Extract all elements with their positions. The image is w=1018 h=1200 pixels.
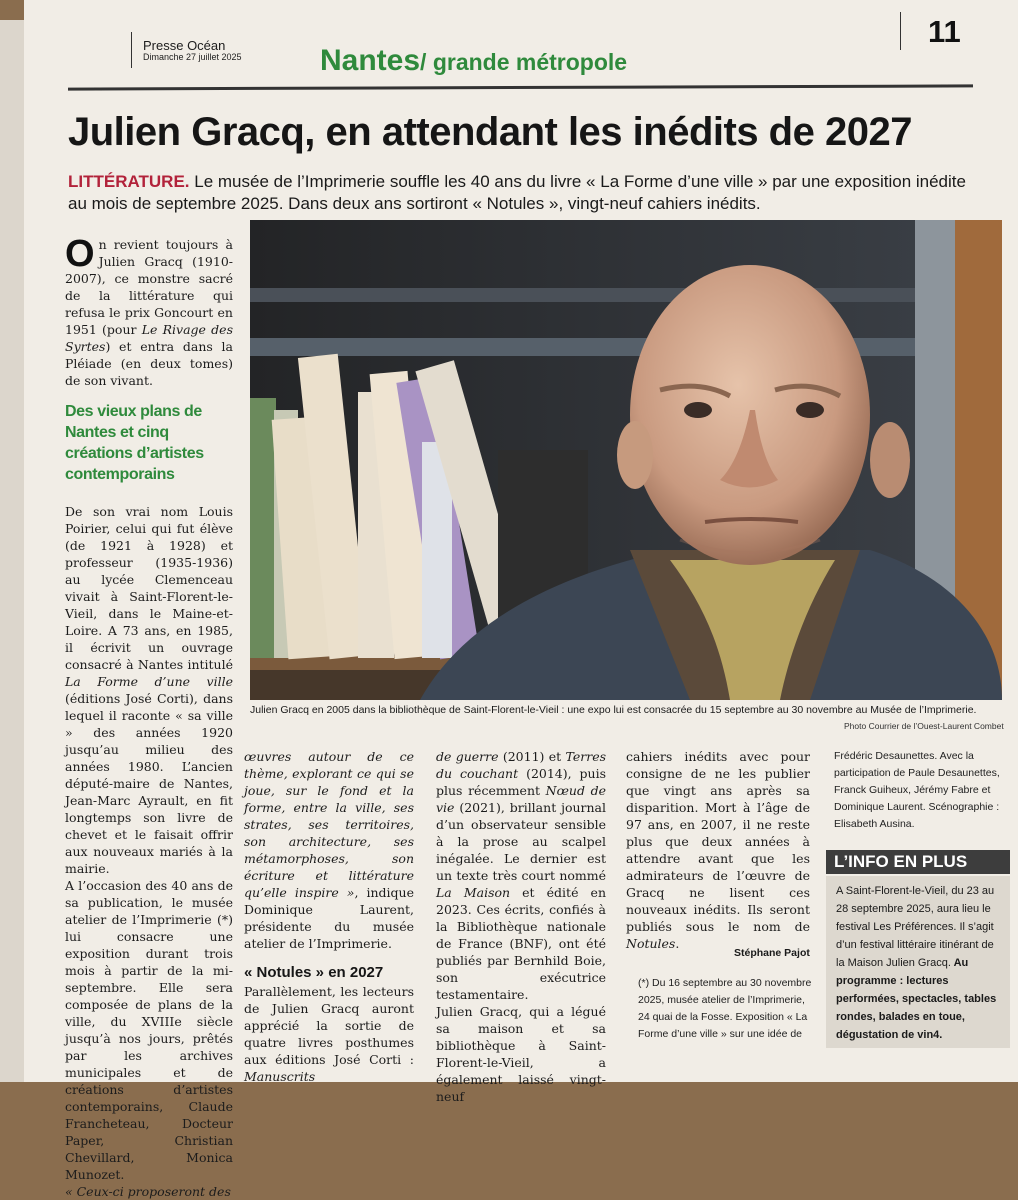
- body-paragraph: [626, 748, 810, 952]
- body-paragraph: [244, 748, 414, 952]
- body-text: (2021), brillant journal d’un observateur sensible à la prose au scalpel inégalée. Le dernier est un texte très court nommé: [436, 800, 606, 883]
- author-signature: Stéphane Pajot: [734, 947, 810, 959]
- body-text: (2014), puis plus récemment: [436, 766, 606, 798]
- article-column-1: [65, 233, 233, 1200]
- info-text-program: Au programme : lectures performées, spectacles, tables rondes, balades en toue, dégustation de vin4.: [836, 957, 997, 1041]
- body-text: De son vrai nom Louis Poirier, celui qui fut élève (de 1921 à 1928) et professeur (1935-1936) au lycée Clemenceau vivait à Saint-Florent-le-Vieil, dans le Maine-et-Loire. A 73 ans, en 1985, il écrivit un ouvrage consacré à Nantes intitulé: [65, 504, 233, 672]
- rubric-kicker: LITTÉRATURE.: [68, 172, 190, 191]
- issue-date: Dimanche 27 juillet 2025: [143, 52, 242, 62]
- body-paragraph: [244, 983, 414, 1085]
- body-text: et édité en 2023. Ces écrits, confiés à la Bibliothèque nationale de France (BNF), ont été publiés par Bernhild Boie, son exécutrice testamentaire.: [436, 885, 607, 1002]
- body-text: , indique Dominique Laurent, présidente du musée atelier de l’Imprimerie.: [244, 885, 414, 951]
- quote-text: œuvres autour de ce thème, explorant ce qui se joue, sur le fond et la forme, entre la ville, ses strates, ses territoires, son architecture, ses métamorphoses, son écriture et littérature qu’elle inspire »: [244, 749, 414, 900]
- previous-page-edge: [0, 20, 27, 1082]
- body-paragraph: [436, 748, 606, 1003]
- body-paragraph: [65, 503, 233, 877]
- book-title: Terres du couchant: [436, 749, 607, 781]
- book-title: La Maison: [436, 885, 511, 900]
- drop-cap: O: [65, 233, 95, 275]
- page-number: 11: [928, 14, 961, 49]
- body-text: Parallèlement, les lecteurs de Julien Gracq auront apprécié la sortie de quatre livres posthumes aux éditions José Corti :: [244, 984, 414, 1067]
- lead-text-end: ) et entra dans la Pléiade (en deux tomes) de son vivant.: [65, 339, 233, 388]
- article-column-4: [626, 748, 810, 952]
- article-standfirst: [68, 171, 968, 215]
- body-text: cahiers inédits avec pour consigne de ne les publier que vingt ans après sa disparition. Mort à l’âge de 97 ans, en 2007, il ne reste plus que deux années à attendre avant que les admirateurs de l’œuvre de Gracq ne lisent ces nouveaux inédits. Ils seront publiés sous le nom de: [626, 749, 810, 934]
- book-title: La Forme d’une ville: [65, 674, 233, 689]
- article-photo: [250, 220, 1002, 700]
- body-paragraph: A l’occasion des 40 ans de sa publication, le musée atelier de l’Imprimerie (*) lui consacre une exposition durant trois mois à partir de la mi-septembre. Elle sera composée de plans de la ville, du XVIIIe siècle jusqu’à nos jours, prêtés par les archives municipales et de créations d’artistes contemporains, Claude Francheteau, Docteur Paper, Christian Chevillard, Monica Munozet.: [65, 878, 233, 1182]
- article-column-2: [244, 748, 414, 1085]
- quote-text: « Ceux-ci proposeront des: [65, 1184, 231, 1199]
- intertitle-1: Des vieux plans de Nantes et cinq créations d’artistes contemporains: [65, 403, 204, 483]
- article-column-3: [436, 748, 606, 1105]
- info-box-title: L’INFO EN PLUS: [826, 850, 1010, 874]
- body-text: .: [675, 936, 680, 951]
- info-text: [836, 882, 1004, 1044]
- standfirst-text: Le musée de l’Imprimerie souffle les 40 ans du livre « La Forme d’une ville » par une exposition inédite au mois de septembre 2025. Dans deux ans sortiront « Notules », vingt-neuf cahiers inédits.: [68, 172, 966, 213]
- photo-credit: Photo Courrier de l’Ouest-Laurent Combet: [844, 721, 1004, 731]
- section-sub: / grande métropole: [420, 49, 628, 75]
- book-title: Manuscrits: [244, 1069, 316, 1084]
- lead-paragraph: [65, 233, 233, 389]
- body-text: (éditions José Corti), dans lequel il raconte « sa ville » des années 1920 jusqu’au milieu des années 1980. L’ancien député-maire de Nantes, Jean-Marc Ayrault, en fit longtemps son livre de chevet et le faisait offrir aux nouveaux mariés à la mairie.: [65, 691, 233, 876]
- book-title: de guerre: [436, 749, 499, 764]
- footnote: (*) Du 16 septembre au 30 novembre 2025, musée atelier de l’Imprimerie, 24 quai de la Fosse. Exposition « La Forme d’une ville » sur une idée de: [638, 977, 812, 1040]
- masthead-divider: [131, 32, 132, 68]
- photo-illustration: [250, 220, 1002, 700]
- info-box: [826, 876, 1010, 1048]
- newspaper-name: Presse Océan: [143, 38, 226, 53]
- body-paragraph: [65, 1183, 233, 1200]
- book-title: Notules: [626, 936, 676, 951]
- section-title: [320, 44, 627, 78]
- lead-text: n revient toujours à Julien Gracq (1910-2007), ce monstre sacré de la littérature qui refusa le prix Goncourt en 1951 (pour: [65, 237, 233, 337]
- body-text: (2011) et: [498, 749, 566, 764]
- exhibition-credits: Frédéric Desaunettes. Avec la participation de Paule Desaunettes, Franck Guiheux, Jérémy Fabre et Dominique Laurent. Scénographie : Elisabeth Ausina.: [834, 750, 1000, 830]
- page-number-divider: [900, 12, 901, 50]
- book-title: Nœud de vie: [436, 783, 606, 815]
- info-text-intro: A Saint-Florent-le-Vieil, du 23 au 28 septembre 2025, aura lieu le festival Les Préférences. Il s’agit d’un festival littéraire itinérant de la Maison Julien Gracq.: [836, 885, 995, 969]
- section-main: Nantes: [320, 44, 421, 77]
- photo-caption: Julien Gracq en 2005 dans la bibliothèque de Saint-Florent-le-Vieil : une expo lui est consacrée du 15 septembre au 30 novembre au Musée de l’Imprimerie.: [250, 704, 977, 716]
- intertitle-2: « Notules » en 2027: [244, 964, 384, 981]
- body-paragraph: Julien Gracq, qui a légué sa maison et sa bibliothèque à Saint-Florent-le-Vieil, a également laissé vingt-neuf: [436, 1004, 606, 1104]
- article-headline: Julien Gracq, en attendant les inédits de 2027: [68, 110, 912, 154]
- lead-book-title: Le Rivage des Syrtes: [65, 322, 233, 354]
